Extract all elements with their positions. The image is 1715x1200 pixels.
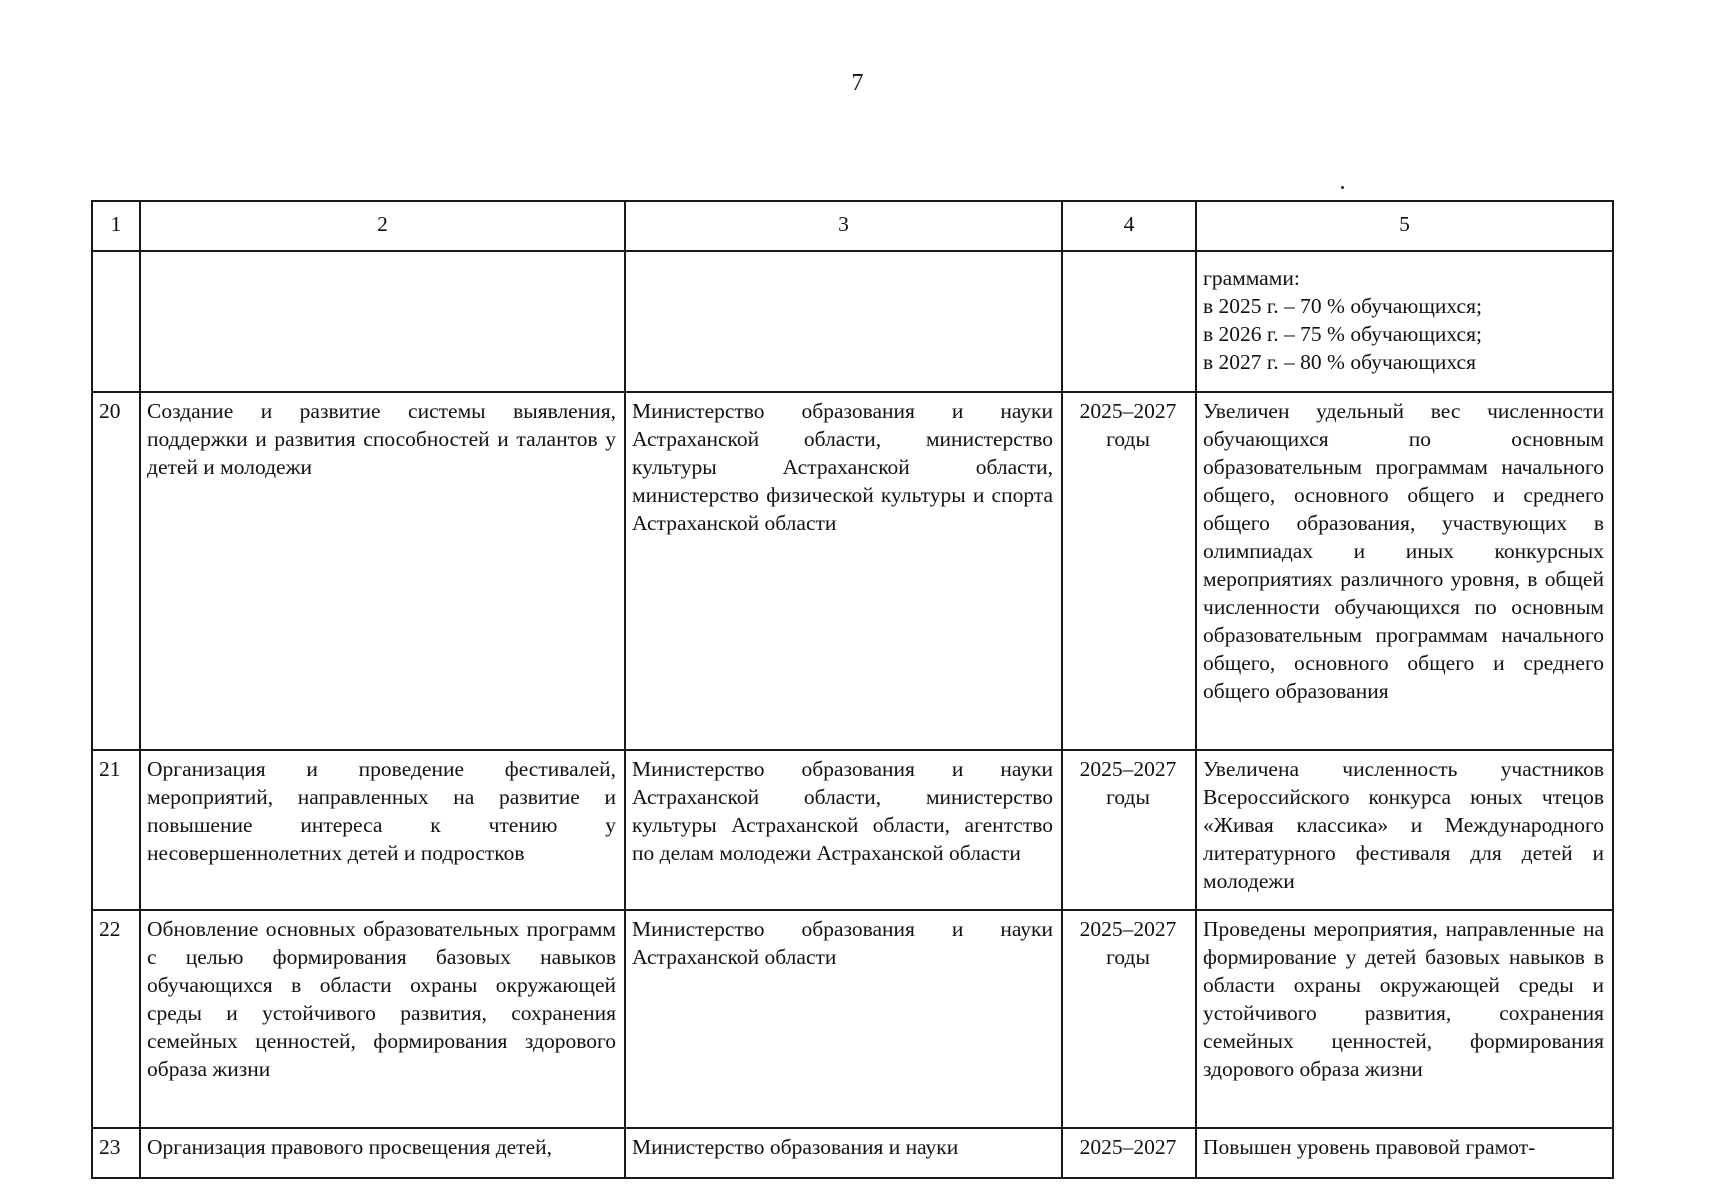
table-row bbox=[92, 392, 1613, 750]
measures-table bbox=[91, 200, 1614, 1179]
row-period-unit: годы bbox=[1106, 945, 1150, 969]
header-col-3: 3 bbox=[625, 201, 1062, 251]
row-activity: Обновление основных образовательных программ с целью формирования базовых навыков обучающихся в области охраны окружающей среды и устойчивого развития, сохранения семейных ценностей, формирования здорового образа жизни bbox=[140, 910, 625, 1128]
header-row bbox=[92, 201, 1613, 251]
row-period bbox=[1062, 910, 1196, 1128]
row-period bbox=[1062, 1128, 1196, 1178]
header-col-2: 2 bbox=[140, 201, 625, 251]
row-period-years: 2025–2027 bbox=[1079, 399, 1177, 423]
continuation-executors bbox=[625, 251, 1062, 392]
header-col-1: 1 bbox=[92, 201, 140, 251]
row-result: Увеличен удельный вес численности обучающихся по основным образовательным программам начального общего, основного общего и среднего общего образования, участвующих в олимпиадах и иных конкурсных мероприятиях различного уровня, в общей численности обучающихся по основным образовательным программам начального общего, основного общего и среднего общего образования bbox=[1196, 392, 1613, 750]
row-executors: Министерство образования и науки Астраханской области, министерство культуры Астраханской области, министерство физической культуры и спорта Астраханской области bbox=[625, 392, 1062, 750]
row-executors: Министерство образования и науки Астраханской области bbox=[625, 910, 1062, 1128]
row-result: Проведены мероприятия, направленные на формирование у детей базовых навыков в области охраны окружающей среды и устойчивого развития, сохранения семейных ценностей, формирования здорового образа жизни bbox=[1196, 910, 1613, 1128]
row-activity: Организация правового просвещения детей, bbox=[140, 1128, 625, 1178]
row-number: 23 bbox=[92, 1128, 140, 1178]
row-period-years: 2025–2027 bbox=[1079, 1135, 1177, 1159]
page-number: 7 bbox=[851, 70, 864, 96]
table-row bbox=[92, 910, 1613, 1128]
row-result: Повышен уровень правовой грамот- bbox=[1196, 1128, 1613, 1178]
scan-artifact-dot bbox=[1341, 186, 1344, 189]
row-period-years: 2025–2027 bbox=[1079, 917, 1177, 941]
row-period-years: 2025–2027 bbox=[1079, 757, 1177, 781]
row-executors: Министерство образования и науки Астраханской области, министерство культуры Астраханской области, агентство по делам молодежи Астраханской области bbox=[625, 750, 1062, 910]
row-number: 21 bbox=[92, 750, 140, 910]
continuation-num bbox=[92, 251, 140, 392]
row-activity: Создание и развитие системы выявления, поддержки и развития способностей и талантов у детей и молодежи bbox=[140, 392, 625, 750]
table-row bbox=[92, 1128, 1613, 1178]
row-number: 20 bbox=[92, 392, 140, 750]
row-number: 22 bbox=[92, 910, 140, 1128]
continuation-row bbox=[92, 251, 1613, 392]
continuation-result bbox=[1196, 251, 1613, 392]
table-row bbox=[92, 750, 1613, 910]
continuation-period bbox=[1062, 251, 1196, 392]
continuation-line: в 2027 г. – 80 % обучающихся bbox=[1203, 350, 1476, 374]
continuation-activity bbox=[140, 251, 625, 392]
row-period-unit: годы bbox=[1106, 785, 1150, 809]
row-period-unit: годы bbox=[1106, 427, 1150, 451]
header-col-4: 4 bbox=[1062, 201, 1196, 251]
row-activity: Организация и проведение фестивалей, мероприятий, направленных на развитие и повышение интереса к чтению у несовершеннолетних детей и подростков bbox=[140, 750, 625, 910]
continuation-line: в 2025 г. – 70 % обучающихся; bbox=[1203, 294, 1482, 318]
header-col-5: 5 bbox=[1196, 201, 1613, 251]
row-period bbox=[1062, 750, 1196, 910]
row-period bbox=[1062, 392, 1196, 750]
continuation-line: граммами: bbox=[1203, 266, 1300, 290]
continuation-line: в 2026 г. – 75 % обучающихся; bbox=[1203, 322, 1482, 346]
row-result: Увеличена численность участников Всероссийского конкурса юных чтецов «Живая классика» и Международного литературного фестиваля для детей и молодежи bbox=[1196, 750, 1613, 910]
row-executors: Министерство образования и науки bbox=[625, 1128, 1062, 1178]
